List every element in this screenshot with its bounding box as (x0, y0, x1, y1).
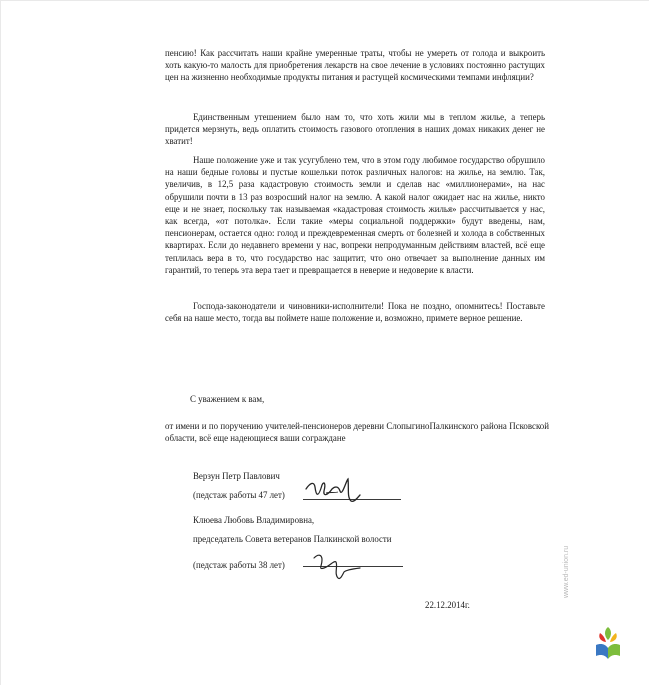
signatory-tenure: (педстаж работы 47 лет) (193, 490, 285, 500)
scan-border (0, 0, 1, 685)
signatory-name: Верзун Петр Павлович (193, 471, 280, 481)
closing-greeting: С уважением к вам, (190, 394, 265, 404)
handwritten-signature (302, 475, 366, 507)
letter-date: 22.12.2014г. (425, 600, 470, 610)
site-watermark: www.ed-union.ru (563, 545, 570, 598)
book-leaf-logo-icon (593, 624, 623, 662)
letter-paragraph: пенсию! Как рассчитать наши крайне умеренные траты, чтобы не умереть от голода и выкроить хоть какую-то малость для приобретения лекарств на свое лечение в условиях постоянно растущих цен на жизненно необходимые продукты питания и растущей космическими темпами инфляции? (165, 48, 545, 83)
scan-border (0, 0, 649, 1)
handwritten-signature (308, 548, 372, 584)
letter-paragraph: Господа-законодатели и чиновники-исполнители! Пока не поздно, опомнитесь! Поставьте себя на наше место, тогда вы поймете наше положение и, возможно, примете верное решение. (165, 301, 545, 324)
signatory-name: Клюева Любовь Владимировна, (193, 515, 315, 525)
signatory-tenure: (педстаж работы 38 лет) (193, 560, 285, 570)
letter-paragraph: Наше положение уже и так усугублено тем, что в этом году любимое государство обрушило на наши бедные головы и пустые кошельки поток различных налогов: на жилье, на землю. Так, увеличив, в 12,5 раза кадастровую стоимость земли и сделав нас «миллионерами», на нас обрушили почти в 13 раз возросший налог на землю. А какой налог ожидает нас на жилье, никто еще и не знает, поскольку так называемая «кадастровая стоимость жилья» рассчитывается у нас, как всегда, «от потолка». Если такие «меры социальной поддержки» будут введены, нам, пенсионерам, остается одно: голод и преждевременная смерть от болезней и холода в собственных квартирах. Если до недавнего времени у нас, вопреки непродуманным действиям властей, всё еще теплилась вера в то, что государство нас защитит, что оно отвечает за выполнение данных им гарантий, то теперь эта вера тает и превращается в неверие и недоверие к власти. (165, 155, 545, 275)
closing-sender: от имени и по поручению учителей-пенсионеров деревни СлопыгиноПалкинского района Псковской области, всё еще надеющиеся ваши сограждане (165, 421, 549, 443)
signatory-role: председатель Совета ветеранов Палкинской волости (193, 534, 392, 544)
letter-paragraph: Единственным утешением было нам то, что хоть жили мы в теплом жилье, а теперь придется мерзнуть, ведь оплатить стоимость газового отопления в наших домах никаких денег не хватит! (165, 112, 545, 147)
